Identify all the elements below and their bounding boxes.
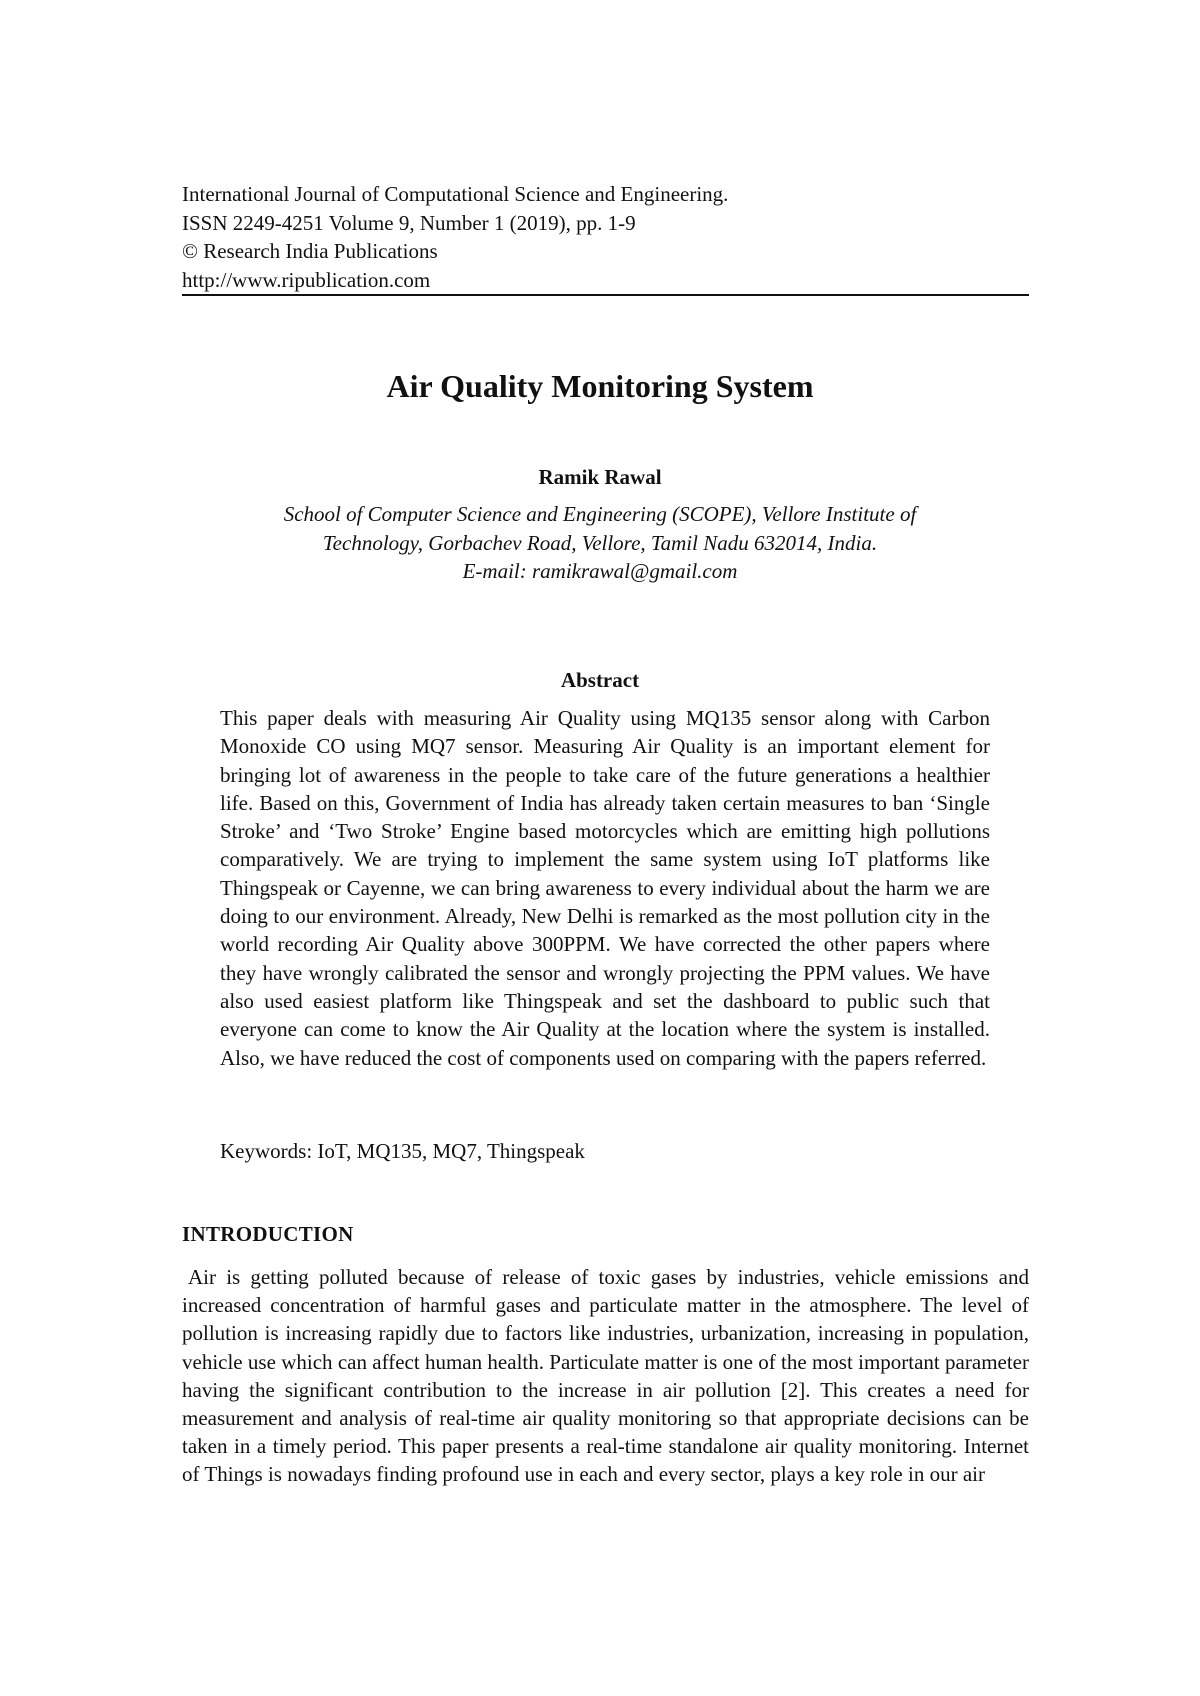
copyright-line: © Research India Publications [182, 239, 438, 263]
affiliation-line-1: School of Computer Science and Engineering (SCOPE), Vellore Institute of [283, 502, 917, 526]
author-email: E-mail: ramikrawal@gmail.com [462, 559, 738, 583]
author-affiliation [0, 500, 1200, 586]
affiliation-line-2: Technology, Gorbachev Road, Vellore, Tamil Nadu 632014, India. [322, 530, 878, 555]
abstract-body: This paper deals with measuring Air Quality using MQ135 sensor along with Carbon Monoxide CO using MQ7 sensor. Measuring Air Quality is an important element for bringing lot of awareness in the people to take care of the future generations a healthier life. Based on this, Government of India has already taken certain measures to ban ‘Single Stroke’ and ‘Two Stroke’ Engine based motorcycles which are emitting high pollutions comparatively. We are trying to implement the same system using IoT platforms like Thingspeak or Cayenne, we can bring awareness to every individual about the harm we are doing to our environment. Already, New Delhi is remarked as the most pollution city in the world recording Air Quality above 300PPM. We have corrected the other papers where they have wrongly calibrated the sensor and wrongly projecting the PPM values. We have also used easiest platform like Thingspeak and set the dashboard to public such that everyone can come to know the Air Quality at the location where the system is installed. Also, we have reduced the cost of components used on comparing with the papers referred. [220, 706, 990, 1070]
abstract-heading: Abstract [560, 668, 640, 692]
journal-name: International Journal of Computational Science and Engineering. [182, 182, 729, 206]
journal-header [182, 180, 1029, 294]
issn-line: ISSN 2249-4251 Volume 9, Number 1 (2019), pp. 1-9 [182, 210, 636, 235]
introduction-body: Air is getting polluted because of release of toxic gases by industries, vehicle emissions and increased concentration of harmful gases and particulate matter in the atmosphere. The level of pollution is increasing rapidly due to factors like industries, urbanization, increasing in population, vehicle use which can affect human health. Particulate matter is one of the most important parameter having the significant contribution to the increase in air pollution [2]. This creates a need for measurement and analysis of real-time air quality monitoring so that appropriate decisions can be taken in a timely period. This paper presents a real-time standalone air quality monitoring. Internet of Things is nowadays finding profound use in each and every sector, plays a key role in our air [182, 1265, 1029, 1487]
paper-title: Air Quality Monitoring System [386, 368, 814, 404]
header-divider [182, 294, 1029, 296]
author-name: Ramik Rawal [538, 465, 662, 489]
introduction-heading: INTRODUCTION [182, 1222, 354, 1246]
keywords: Keywords: IoT, MQ135, MQ7, Thingspeak [220, 1139, 585, 1163]
publisher-url[interactable]: http://www.ripublication.com [182, 267, 431, 292]
